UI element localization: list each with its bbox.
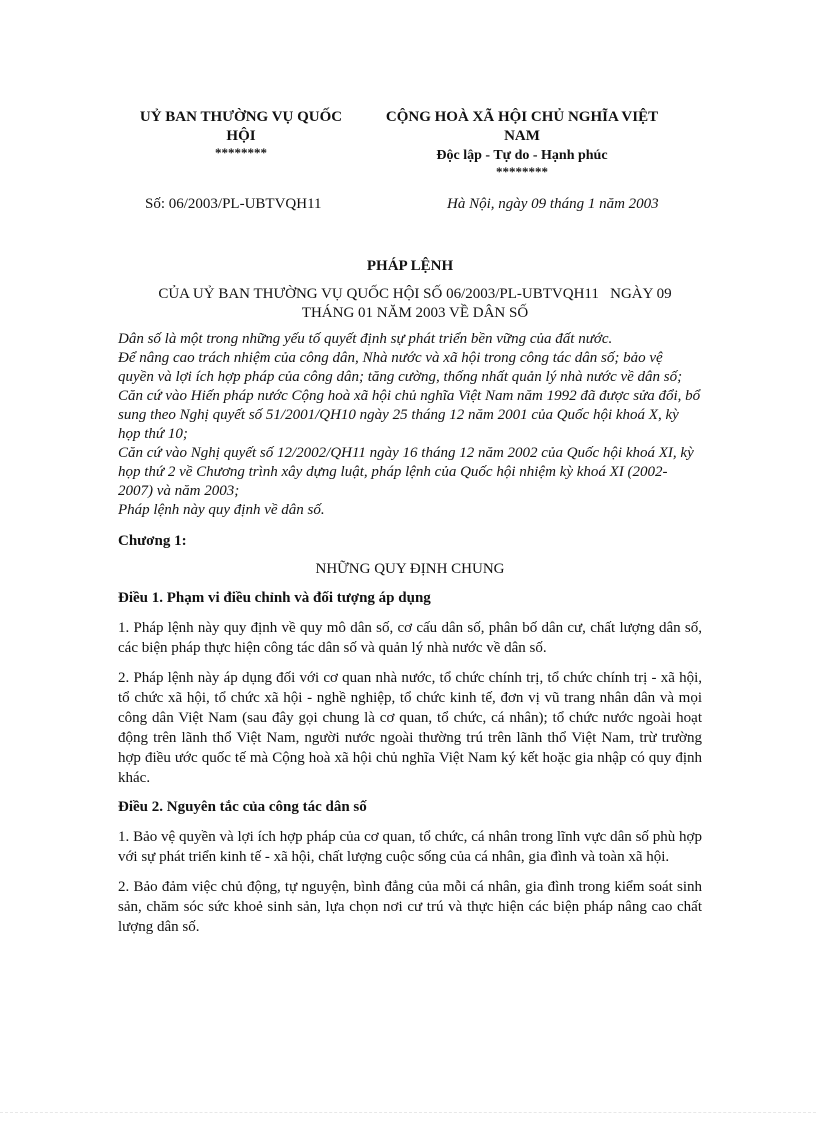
subtitle-line1: CỦA UỶ BAN THƯỜNG VỤ QUỐC HỘI SỐ 06/2003/PL-UBTVQH11 NGÀY 09 [158, 286, 672, 302]
document-body [118, 330, 702, 937]
chapter-label: Chương 1: [118, 533, 187, 549]
article-paragraph: 2. Bảo đảm việc chủ động, tự nguyện, bình đẳng của mỗi cá nhân, gia đình trong kiểm soát sinh sản, chăm sóc sức khoẻ sinh sản, lựa chọn nơi cư trú và thực hiện các biện pháp nâng cao chất lượng dân số. [118, 879, 702, 935]
preamble-paragraph: Dân số là một trong những yếu tố quyết định sự phát triển bền vững của đất nước. [118, 331, 613, 347]
chapter-title: NHỮNG QUY ĐỊNH CHUNG [315, 561, 505, 577]
page-bottom-border [0, 1112, 816, 1113]
national-title-line2: NAM [504, 128, 540, 144]
article-paragraph: 1. Bảo vệ quyền và lợi ích hợp pháp của cơ quan, tổ chức, cá nhân trong lĩnh vực dân số phù hợp với sự phát triển kinh tế - xã hội, chất lượng cuộc sống của cá nhân, gia đình và toàn xã hội. [118, 829, 702, 865]
issuing-authority-line1: UỶ BAN THƯỜNG VỤ QUỐC [139, 109, 343, 125]
preamble-paragraph: Pháp lệnh này quy định về dân số. [118, 502, 325, 518]
article-paragraph: 2. Pháp lệnh này áp dụng đối với cơ quan nhà nước, tổ chức chính trị, tổ chức chính trị - xã hội, tổ chức xã hội, tổ chức xã hội - nghề nghiệp, tổ chức kinh tế, đơn vị vũ trang nhân dân và mọi công dân Việt Nam (sau đây gọi chung là cơ quan, tổ chức, cá nhân); tổ chức nước ngoài hoạt động trên lãnh thổ Việt Nam, người nước ngoài thường trú trên lãnh thổ Việt Nam, trừ trường hợp điều ước quốc tế mà Cộng hoà xã hội chủ nghĩa Việt Nam ký kết hoặc gia nhập có quy định khác. [118, 670, 702, 786]
article-paragraph: 1. Pháp lệnh này quy định về quy mô dân số, cơ cấu dân số, phân bố dân cư, chất lượng dân số, các biện pháp thực hiện công tác dân số và quản lý nhà nước về dân số. [118, 620, 702, 656]
preamble [118, 330, 702, 520]
document-subtitle [120, 285, 710, 323]
document-title: PHÁP LỆNH [366, 258, 454, 274]
preamble-paragraph: Để nâng cao trách nhiệm của công dân, Nhà nước và xã hội trong công tác dân số; bảo vệ quyền và lợi ích hợp pháp của công dân; tăng cường, thống nhất quản lý nhà nước về dân số; [118, 350, 683, 385]
document-number: Số: 06/2003/PL-UBTVQH11 [145, 196, 322, 212]
authority-separator: ******** [215, 145, 267, 160]
subtitle-line2: THÁNG 01 NĂM 2003 VỀ DÂN SỐ [301, 305, 529, 321]
issuing-authority-line2: HỘI [226, 128, 256, 144]
national-title-line1: CỘNG HOÀ XÃ HỘI CHỦ NGHĨA VIỆT [385, 109, 659, 125]
preamble-paragraph: Căn cứ vào Nghị quyết số 12/2002/QH11 ngày 16 tháng 12 năm 2002 của Quốc hội khoá XI, kỳ họp thứ 2 về Chương trình xây dựng luật, pháp lệnh của Quốc hội nhiệm kỳ khoá XI (2002-2007) và năm 2003; [118, 445, 694, 499]
preamble-paragraph: Căn cứ vào Hiến pháp nước Cộng hoà xã hội chủ nghĩa Việt Nam năm 1992 đã được sửa đổi, bổ sung theo Nghị quyết số 51/2001/QH10 ngày 25 tháng 12 năm 2001 của Quốc hội khoá X, kỳ họp thứ 10; [118, 388, 701, 442]
place-and-date: Hà Nội, ngày 09 tháng 1 năm 2003 [447, 196, 659, 212]
motto-separator: ******** [496, 164, 548, 179]
national-motto: Độc lập - Tự do - Hạnh phúc [436, 148, 608, 163]
article-heading: Điều 2. Nguyên tắc của công tác dân số [118, 799, 367, 815]
national-title [367, 108, 677, 179]
article-heading: Điều 1. Phạm vi điều chỉnh và đối tượng áp dụng [118, 590, 431, 606]
issuing-authority [125, 108, 357, 160]
